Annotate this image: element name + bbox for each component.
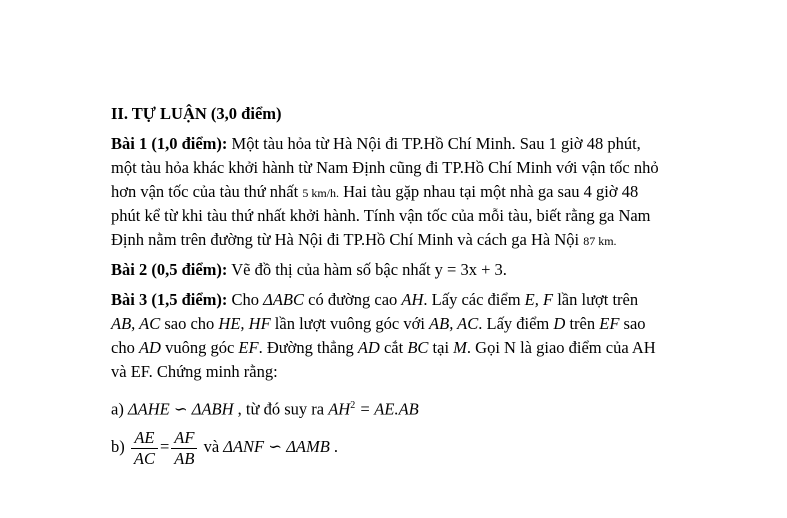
part-a-label: a)	[111, 399, 128, 419]
frac-num: AE	[131, 428, 158, 449]
bai3-text: sao cho	[160, 314, 219, 333]
math-ah: AH	[401, 290, 424, 309]
math-ad: AD	[357, 338, 380, 357]
similarity-b: ΔANF ∽ ΔAMB	[223, 437, 330, 456]
math-bc: BC	[407, 338, 429, 357]
bai1-line-4: phút kể từ khi tàu thứ nhất khởi hành. Tính vận tốc của mỗi tàu, biết rằng ga Nam	[111, 206, 651, 225]
bai1-line-2: một tàu hỏa khác khởi hành từ Nam Định cũng đi TP.Hồ Chí Minh với vận tốc nhỏ	[111, 158, 659, 177]
fraction-af-ab	[171, 428, 197, 469]
distance: 87 km.	[583, 234, 617, 248]
similarity-a: ΔAHE ∽ ΔABH	[127, 399, 234, 419]
math-ae-ab: = AE.AB	[355, 399, 419, 419]
equals-sign: =	[159, 437, 170, 456]
math-m: M	[453, 338, 467, 357]
exponent: 2	[350, 400, 356, 411]
bai3-text: trên	[565, 314, 600, 333]
bai3-text: tại	[428, 338, 454, 357]
frac-den: AB	[174, 448, 195, 468]
math-he-hf: HE, HF	[218, 314, 271, 333]
frac-num: AF	[171, 428, 197, 449]
bai3-text: vuông góc	[160, 338, 239, 357]
bai3-text: lần lượt vuông góc với	[270, 314, 430, 333]
math-ah: AH	[328, 399, 351, 419]
bai1-text-5a: Định nằm trên đường từ Hà Nội đi TP.Hồ Chí Minh và cách ga Hà Nội	[111, 230, 584, 249]
math-ab-ac: AB, AC	[111, 314, 161, 333]
part-b-end: .	[329, 437, 339, 456]
bai3-text: . Gọi N là giao điểm của AH	[466, 338, 656, 357]
math-ab-ac: AB, AC	[429, 314, 479, 333]
bai1-text-1: Một tàu hỏa từ Hà Nội đi TP.Hồ Chí Minh. Sau 1 giờ 48 phút,	[227, 134, 641, 153]
bai3-text: có đường cao	[304, 290, 402, 309]
bai3-text: . Lấy các điểm	[423, 290, 525, 309]
bai2-text: Vẽ đồ thị của hàm số bậc nhất y = 3x + 3.	[227, 260, 507, 279]
bai3-part-b	[111, 425, 338, 469]
part-a-text: , từ đó suy ra	[233, 399, 329, 419]
bai3-line-4: và EF. Chứng minh rằng:	[111, 362, 278, 381]
bai1-text-3a: hơn vận tốc của tàu thứ nhất	[111, 182, 303, 201]
bai3-text: cho	[111, 338, 139, 357]
math-ef: E, F	[524, 290, 554, 309]
bai1-label: Bài 1 (1,0 điểm):	[111, 134, 228, 153]
math-d: D	[553, 314, 566, 333]
bai1-line-3	[111, 181, 638, 204]
bai1-line-1	[111, 133, 641, 155]
bai3-text: cắt	[379, 338, 408, 357]
bai3-part-a	[111, 395, 419, 421]
math-ef: EF	[599, 314, 620, 333]
bai3-line-2	[111, 313, 646, 335]
math-ad: AD	[138, 338, 161, 357]
part-b-text: và	[199, 437, 224, 456]
bai3-text: sao	[619, 314, 646, 333]
bai3-text: lần lượt trên	[553, 290, 639, 309]
bai3-line-1	[111, 289, 638, 311]
bai3-text: Cho	[227, 290, 264, 309]
speed-diff: 5 km/h.	[302, 186, 339, 200]
triangle-abc: ΔABC	[263, 290, 305, 309]
bai3-text: . Lấy điểm	[478, 314, 554, 333]
bai2-line	[111, 259, 507, 281]
part-b-label: b)	[111, 437, 129, 456]
bai2-label: Bài 2 (0,5 điểm):	[111, 260, 228, 279]
bai3-text: . Đường thẳng	[258, 338, 358, 357]
frac-den: AC	[133, 448, 155, 468]
bai1-text-3c: Hai tàu gặp nhau tại một nhà ga sau 4 giờ 48	[339, 182, 639, 201]
bai1-line-5	[111, 229, 617, 252]
bai3-label: Bài 3 (1,5 điểm):	[111, 290, 228, 309]
math-ef: EF	[238, 338, 259, 357]
section-title: II. TỰ LUẬN (3,0 điểm)	[111, 104, 282, 123]
bai3-line-3	[111, 337, 656, 359]
fraction-ae-ac	[131, 428, 158, 469]
